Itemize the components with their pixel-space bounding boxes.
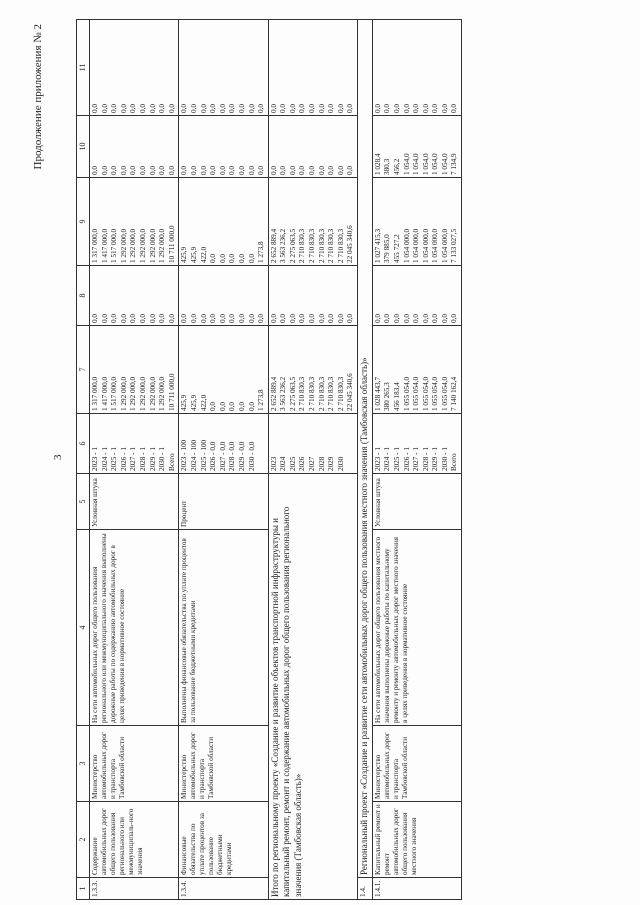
- indicator: На сети автомобильных дорог общего пользования регионального или межмуниципального значения выполнены дорожные работы по содержанию автомобильных дорог в целях приведения в нормативное состояние: [90, 530, 179, 726]
- years-cell: 2023 - 1 2024 - 1 2025 - 1 2026 - 1 2027 - 1 2028 - 1 2029 - 1 2030 - 1 Всего: [90, 414, 179, 474]
- rotated-sheet: [28, 20, 628, 900]
- table-row: [90, 20, 179, 900]
- col7-cell: 2 652 889,4 3 563 236,2 2 275 063,5 2 710 830,3 2 710 830,3 2 710 830,3 2 710 830,3 2 710 830,3 22 045 340,6: [268, 326, 357, 414]
- col10-cell: 1 028,4 380,3 456,2 1 054,0 1 054,0 1 054,0 1 054,0 1 054,0 7 134,9: [372, 116, 461, 178]
- col-header: 8: [77, 266, 90, 326]
- indicator: На сети автомобильных дорог общего пользования местного значения выполнены дорожные работы по капитальному ремонту и ремонту автомобильных дорог местного значения в целях приведения в нормативное состояние: [372, 530, 461, 726]
- col-header: 10: [77, 116, 90, 178]
- col-header: 9: [77, 178, 90, 266]
- col9-cell: 425,9 425,9 422,0 0,0 0,0 0,0 0,0 0,0 1 273,8: [179, 178, 268, 266]
- col-header: 7: [77, 326, 90, 414]
- header-row: [77, 20, 90, 900]
- executor: Министерство автомобильных дорог и транспорта Тамбовской области: [372, 726, 461, 802]
- col11-cell: 0,0 0,0 0,0 0,0 0,0 0,0 0,0 0,0 0,0: [268, 20, 357, 116]
- section-row: [358, 20, 373, 900]
- col8-cell: 0,0 0,0 0,0 0,0 0,0 0,0 0,0 0,0 0,0: [268, 266, 357, 326]
- col-header: 11: [77, 20, 90, 116]
- col9-cell: 1 317 000,0 1 417 000,0 1 517 000,0 1 292 000,0 1 292 000,0 1 292 000,0 1 292 000,0 1 292 000,0 10 711 000,0: [90, 178, 179, 266]
- col10-cell: 0,0 0,0 0,0 0,0 0,0 0,0 0,0 0,0 0,0: [268, 116, 357, 178]
- section-number: 1.4.: [358, 878, 373, 900]
- unit: Условная штука: [90, 474, 179, 530]
- total-label: Итого по региональному проекту «Создание и развитие объектов транспортной инфраструктуры и капитальный ремонт, ремонт и содержание автомобильных дорог общего пользования регионального значения (Тамбовская область)»: [268, 474, 357, 900]
- col10-cell: 0,0 0,0 0,0 0,0 0,0 0,0 0,0 0,0 0,0: [90, 116, 179, 178]
- col-header: 6: [77, 414, 90, 474]
- col-header: 1: [77, 878, 90, 900]
- section-title: Региональный проект «Создание и развитие сети автомобильных дорог общего пользования местного значения (Тамбовская область)»: [358, 20, 373, 878]
- col8-cell: 0,0 0,0 0,0 0,0 0,0 0,0 0,0 0,0 0,0: [90, 266, 179, 326]
- measure-name: Капитальный ремонт и ремонт автомобильных дорог общего пользования местного значения: [372, 802, 461, 878]
- unit: Процент: [179, 474, 268, 530]
- table-row: [179, 20, 268, 900]
- row-number: 1.3.3.: [90, 878, 179, 900]
- measure-name: Финансовые обязательства по уплате процентов за пользование бюджетными кредитами: [179, 802, 268, 878]
- col9-cell: 1 027 415,3 379 885,0 455 727,2 1 054 000,0 1 054 000,0 1 054 000,0 1 054 000,0 1 054 000,0 7 133 027,5: [372, 178, 461, 266]
- row-number: 1.3.4.: [179, 878, 268, 900]
- col8-cell: 0,0 0,0 0,0 0,0 0,0 0,0 0,0 0,0 0,0: [179, 266, 268, 326]
- appendix-note: Продолжение приложения № 2: [32, 24, 44, 170]
- years-cell: 2023 - 1 2024 - 1 2025 - 1 2026 - 1 2027 - 1 2028 - 1 2029 - 1 2030 - 1 Всего: [372, 414, 461, 474]
- col7-cell: 425,9 425,9 422,0 0,0 0,0 0,0 0,0 0,0 1 273,8: [179, 326, 268, 414]
- col-header: 2: [77, 802, 90, 878]
- indicator: Выполнены финансовые обязательства по уплате процентов за пользование бюджетными кредитами: [179, 530, 268, 726]
- table-row: [372, 20, 461, 900]
- col8-cell: 0,0 0,0 0,0 0,0 0,0 0,0 0,0 0,0 0,0: [372, 266, 461, 326]
- unit: Условная штука: [372, 474, 461, 530]
- total-row: [268, 20, 357, 900]
- col7-cell: 1 028 443,7 380 265,3 456 183,4 1 055 054,0 1 055 054,0 1 055 054,0 1 055 054,0 1 055 054,0 7 140 162,4: [372, 326, 461, 414]
- col-header: 5: [77, 474, 90, 530]
- budget-table: [76, 19, 462, 900]
- years-cell: 2023 2024 2025 2026 2027 2028 2029 2030: [268, 414, 357, 474]
- executor: Министерство автомобильных дорог и транспорта Тамбовской области: [90, 726, 179, 802]
- measure-name: Содержание автомобильных дорог общего пользования регионального или межмуниципаль-ного значения: [90, 802, 179, 878]
- col7-cell: 1 317 000,0 1 417 000,0 1 517 000,0 1 292 000,0 1 292 000,0 1 292 000,0 1 292 000,0 1 292 000,0 10 711 000,0: [90, 326, 179, 414]
- page-number: 3: [52, 454, 64, 460]
- col11-cell: 0,0 0,0 0,0 0,0 0,0 0,0 0,0 0,0 0,0: [179, 20, 268, 116]
- col11-cell: 0,0 0,0 0,0 0,0 0,0 0,0 0,0 0,0 0,0: [90, 20, 179, 116]
- col-header: 3: [77, 726, 90, 802]
- years-cell: 2023 - 100 2024 - 100 2025 - 100 2026 - 0,0 2027 - 0,0 2028 - 0,0 2029 - 0,0 2030 - 0,0: [179, 414, 268, 474]
- col-header: 4: [77, 530, 90, 726]
- executor: Министерство автомобильных дорог и транспорта Тамбовской области: [179, 726, 268, 802]
- col9-cell: 2 652 889,4 3 563 236,2 2 275 063,5 2 710 830,3 2 710 830,3 2 710 830,3 2 710 830,3 2 710 830,3 22 045 340,6: [268, 178, 357, 266]
- col10-cell: 0,0 0,0 0,0 0,0 0,0 0,0 0,0 0,0 0,0: [179, 116, 268, 178]
- row-number: 1.4.1.: [372, 878, 461, 900]
- col11-cell: 0,0 0,0 0,0 0,0 0,0 0,0 0,0 0,0 0,0: [372, 20, 461, 116]
